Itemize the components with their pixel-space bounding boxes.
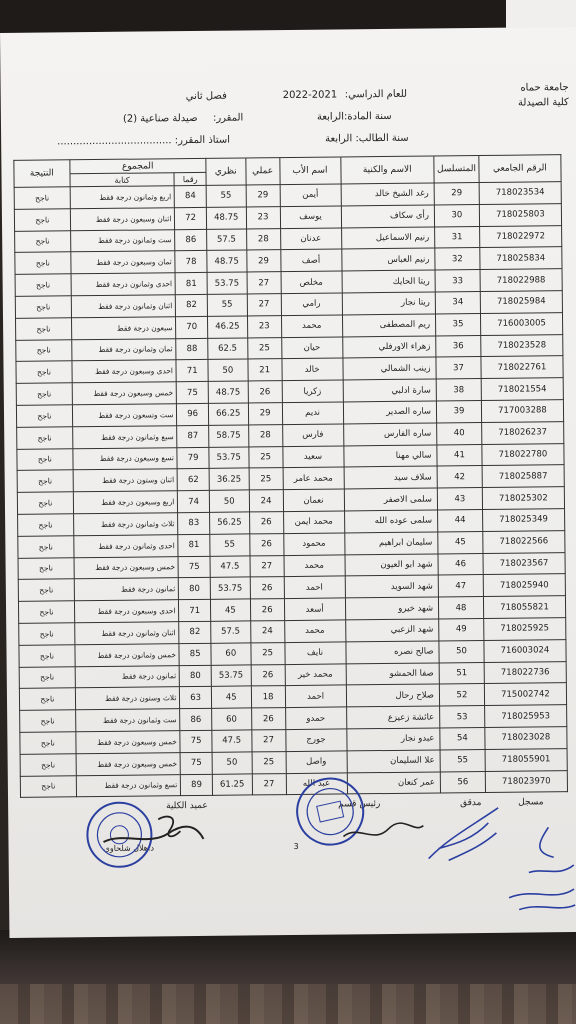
grade-sheet-page xyxy=(0,27,576,938)
cell-result: ناجح xyxy=(16,318,72,340)
cell-seq: 45 xyxy=(438,531,483,553)
cell-total: 96 xyxy=(177,403,209,425)
cell-total: 81 xyxy=(178,534,210,556)
cell-total-words: ثمانون درجة فقط xyxy=(74,578,179,601)
cell-seq: 39 xyxy=(436,400,481,422)
cell-father: واصل xyxy=(286,751,347,773)
cell-result: ناجح xyxy=(17,492,73,514)
cell-total: 71 xyxy=(176,360,208,382)
cell-total: 88 xyxy=(176,338,208,360)
cell-id: 718023028 xyxy=(485,727,567,750)
cell-practical: 29 xyxy=(246,185,280,207)
cell-result: ناجح xyxy=(19,688,75,710)
cell-name: علا السليمان xyxy=(347,750,441,773)
cell-id: 718055821 xyxy=(483,596,565,619)
cell-total-words: تسع وسبعون درجة فقط xyxy=(73,447,178,470)
grades-table xyxy=(13,154,568,798)
cell-theory: 55 xyxy=(206,185,246,207)
col-header-father: اسم الأب xyxy=(279,157,340,185)
cell-total-words: خمس وسبعون درجة فقط xyxy=(76,752,181,775)
cell-theory: 50 xyxy=(212,752,252,774)
cell-total: 87 xyxy=(177,425,209,447)
cell-id: 718025925 xyxy=(484,618,566,641)
cell-result: ناجح xyxy=(15,296,71,318)
cell-id: 715002742 xyxy=(484,683,566,706)
cell-seq: 52 xyxy=(439,684,484,706)
cell-total-words: احدى وثمانون درجة فقط xyxy=(71,273,176,296)
cell-theory: 53.75 xyxy=(211,664,251,686)
cell-seq: 49 xyxy=(439,618,484,640)
cell-result: ناجح xyxy=(20,710,76,732)
cell-id: 718022566 xyxy=(483,530,565,553)
cell-id: 718025803 xyxy=(479,203,561,226)
cell-id: 717003288 xyxy=(481,400,563,423)
cell-name: سالي مهنا xyxy=(343,445,437,468)
academic-year-label: للعام الدراسي: xyxy=(344,88,408,101)
cell-result: ناجح xyxy=(16,361,72,383)
cell-seq: 43 xyxy=(437,488,482,510)
cell-seq: 33 xyxy=(435,270,480,292)
cell-seq: 37 xyxy=(436,357,481,379)
cell-seq: 40 xyxy=(437,422,482,444)
cell-theory: 55 xyxy=(210,534,250,556)
cell-name: عمر كنعان xyxy=(347,771,441,794)
cell-id: 718026237 xyxy=(482,421,564,444)
cell-total: 75 xyxy=(178,556,210,578)
cell-name: ساره الصدير xyxy=(343,401,437,424)
cell-theory: 66.25 xyxy=(208,403,248,425)
cell-practical: 24 xyxy=(250,621,284,643)
cell-name: عائشة زعيزع xyxy=(346,706,440,729)
cell-practical: 26 xyxy=(249,533,283,555)
cell-father: محمد ايمن xyxy=(283,511,344,533)
cell-total: 71 xyxy=(179,599,211,621)
cell-father: مخلص xyxy=(281,271,342,293)
cell-result: ناجح xyxy=(18,601,74,623)
cell-result: ناجح xyxy=(16,405,72,427)
cell-practical: 25 xyxy=(251,642,285,664)
cell-theory: 58.75 xyxy=(209,425,249,447)
cell-theory: 48.75 xyxy=(206,207,246,229)
professor-line: استاذ المقرر: .................................... xyxy=(57,134,231,148)
cell-total: 81 xyxy=(175,273,207,295)
cell-practical: 26 xyxy=(251,708,285,730)
cell-practical: 18 xyxy=(251,686,285,708)
cell-total-words: ست وثمانون درجة فقط xyxy=(70,229,175,252)
cell-practical: 27 xyxy=(251,729,285,751)
cell-result: ناجح xyxy=(15,230,71,252)
cell-father: احمد xyxy=(285,685,346,707)
cell-id: 718025984 xyxy=(480,291,562,314)
cell-total: 78 xyxy=(175,251,207,273)
cell-father: سعيد xyxy=(282,446,343,468)
cell-result: ناجح xyxy=(18,514,74,536)
cell-id: 718023970 xyxy=(485,770,567,793)
cell-name: زينب الشمالي xyxy=(342,357,436,380)
cell-result: ناجح xyxy=(14,187,70,209)
dean-label: عميد الكلية xyxy=(166,800,208,812)
cell-total-words: ثمانون درجة فقط xyxy=(75,665,180,688)
cell-total: 80 xyxy=(180,665,212,687)
cell-result: ناجح xyxy=(20,775,76,797)
cell-id: 718022780 xyxy=(482,443,564,466)
cell-id: 716003024 xyxy=(484,639,566,662)
cell-practical: 29 xyxy=(248,403,282,425)
cell-result: ناجح xyxy=(19,623,75,645)
cell-seq: 53 xyxy=(440,706,485,728)
cell-total-words: ست وتسعون درجة فقط xyxy=(72,404,177,427)
academic-year: 2022-2021 xyxy=(282,89,338,102)
cell-total-words: اثنان وستون درجة فقط xyxy=(73,469,178,492)
cell-theory: 47.5 xyxy=(210,555,250,577)
cell-total-words: ثمان وثمانون درجة فقط xyxy=(71,338,176,361)
cell-father: محمد عامر xyxy=(283,467,344,489)
cell-total: 75 xyxy=(180,752,212,774)
cell-seq: 35 xyxy=(435,313,480,335)
cell-total-words: تسع وثمانون درجة فقط xyxy=(76,774,181,797)
cell-total-words: خمس وسبعون درجة فقط xyxy=(76,731,181,754)
cell-total: 74 xyxy=(178,491,210,513)
cell-theory: 53.75 xyxy=(210,577,250,599)
cell-total-words: خمس وسبعون درجة فقط xyxy=(72,382,177,405)
cell-father: يوسف xyxy=(280,206,341,228)
cell-id: 718022972 xyxy=(479,225,561,248)
cell-id: 718025834 xyxy=(480,247,562,270)
cell-practical: 23 xyxy=(247,315,281,337)
cell-total-words: اثنان وسبعون درجة فقط xyxy=(70,207,175,230)
dean-signature xyxy=(98,811,209,862)
cell-practical: 27 xyxy=(252,773,286,795)
cell-theory: 45 xyxy=(210,599,250,621)
cell-total-words: احدى وثمانون درجة فقط xyxy=(74,534,179,557)
cell-father: احمد xyxy=(284,576,345,598)
cell-id: 718022736 xyxy=(484,661,566,684)
cell-total-words: خمس وسبعون درجة فقط xyxy=(74,556,179,579)
cell-seq: 34 xyxy=(435,291,480,313)
cell-result: ناجح xyxy=(18,579,74,601)
cell-seq: 56 xyxy=(440,771,485,793)
page-number: 3 xyxy=(293,841,299,851)
col-header-seq: المتسلسل xyxy=(434,156,479,183)
cell-id: 718023528 xyxy=(481,334,563,357)
cell-total: 80 xyxy=(179,578,211,600)
cell-result: ناجح xyxy=(20,753,76,775)
cell-name: رغد الشيخ خالد xyxy=(341,183,435,206)
cell-father: جورج xyxy=(285,729,346,751)
cell-practical: 25 xyxy=(252,751,286,773)
cell-father: نعمان xyxy=(283,489,344,511)
cell-father: حمدو xyxy=(285,707,346,729)
cell-father: فارس xyxy=(282,424,343,446)
cell-theory: 60 xyxy=(212,708,252,730)
cell-total: 62 xyxy=(177,469,209,491)
cell-theory: 60 xyxy=(211,643,251,665)
cell-id: 718025349 xyxy=(482,509,564,532)
cell-id: 718025887 xyxy=(482,465,564,488)
cell-name: سارة ادلبي xyxy=(343,379,437,402)
cell-theory: 61.25 xyxy=(212,773,252,795)
cell-seq: 50 xyxy=(439,640,484,662)
cell-total-words: سبع وثمانون درجة فقط xyxy=(72,425,177,448)
cell-practical: 26 xyxy=(250,577,284,599)
cell-result: ناجح xyxy=(15,252,71,274)
cell-father: محمود xyxy=(283,533,344,555)
cell-total: 63 xyxy=(180,687,212,709)
cell-seq: 32 xyxy=(435,248,480,270)
cell-theory: 36.25 xyxy=(209,468,249,490)
cell-name: سلاف سيد xyxy=(344,466,438,489)
cell-name: رنيم الاسماعيل xyxy=(341,227,435,250)
cell-practical: 28 xyxy=(246,228,280,250)
cell-name: سليمان ابراهيم xyxy=(344,532,438,555)
cell-theory: 62.5 xyxy=(208,338,248,360)
cell-theory: 47.5 xyxy=(212,730,252,752)
cell-total-words: احدى وسبعون درجة فقط xyxy=(72,360,177,383)
cell-total-words: ثلاث وستون درجة فقط xyxy=(75,687,180,710)
cell-seq: 29 xyxy=(434,183,479,205)
recorder-signature xyxy=(478,817,576,918)
cell-id: 718025940 xyxy=(483,574,565,597)
cell-result: ناجح xyxy=(19,645,75,667)
cell-id: 716003005 xyxy=(480,312,562,335)
cell-theory: 48.75 xyxy=(208,381,248,403)
cell-total-words: ثمان وسبعون درجة فقط xyxy=(71,251,176,274)
cell-practical: 21 xyxy=(248,359,282,381)
cell-result: ناجح xyxy=(19,666,75,688)
cell-practical: 24 xyxy=(249,490,283,512)
cell-seq: 55 xyxy=(440,749,485,771)
cell-id: 718025953 xyxy=(484,705,566,728)
cell-theory: 53.75 xyxy=(209,446,249,468)
cell-result: ناجح xyxy=(18,536,74,558)
student-year: سنة الطالب: الرابعة xyxy=(325,132,409,145)
subject-year: سنة المادة:الرابعة xyxy=(316,110,392,123)
cell-seq: 54 xyxy=(440,727,485,749)
cell-total-words: ست وثمانون درجة فقط xyxy=(75,709,180,732)
recorder-label: مسجل xyxy=(518,797,544,808)
cell-result: ناجح xyxy=(17,448,73,470)
cell-total-words: سبعون درجة فقط xyxy=(71,316,176,339)
cell-id: 718023534 xyxy=(479,182,561,205)
cell-total: 82 xyxy=(176,294,208,316)
cell-practical: 26 xyxy=(250,599,284,621)
floor-background xyxy=(0,930,576,1024)
cell-name: رأى سكاف xyxy=(341,205,435,228)
cell-total: 75 xyxy=(180,730,212,752)
cell-practical: 27 xyxy=(250,555,284,577)
cell-total-words: اثنان وثمانون درجة فقط xyxy=(71,295,176,318)
cell-practical: 27 xyxy=(247,294,281,316)
cell-name: صفا الحمشو xyxy=(346,662,440,685)
cell-total: 89 xyxy=(181,774,213,796)
cell-name: شهد خيرو xyxy=(345,597,439,620)
cell-id: 718022988 xyxy=(480,269,562,292)
dept-head-signature xyxy=(338,814,428,855)
cell-theory: 56.25 xyxy=(209,512,249,534)
cell-father: محمد خير xyxy=(285,663,346,685)
col-header-theory: نظري xyxy=(206,158,246,185)
cell-total: 85 xyxy=(179,643,211,665)
cell-id: 718025302 xyxy=(482,487,564,510)
cell-total-words: ثلاث وثمانون درجة فقط xyxy=(73,513,178,536)
cell-theory: 50 xyxy=(209,490,249,512)
cell-name: شهد السويد xyxy=(345,575,439,598)
cell-theory: 46.25 xyxy=(207,316,247,338)
cell-seq: 30 xyxy=(434,204,479,226)
cell-result: ناجح xyxy=(17,470,73,492)
cell-total: 83 xyxy=(178,512,210,534)
cell-total-words: اثنان وثمانون درجة فقط xyxy=(74,622,179,645)
cell-father: زكريا xyxy=(282,380,343,402)
cell-name: رنيم العباس xyxy=(341,248,435,271)
cell-father: أيمن xyxy=(280,184,341,206)
cell-theory: 48.75 xyxy=(207,250,247,272)
cell-practical: 27 xyxy=(247,272,281,294)
cell-name: ريم المصطفى xyxy=(342,314,436,337)
cell-seq: 46 xyxy=(438,553,483,575)
cell-practical: 26 xyxy=(248,381,282,403)
cell-total: 72 xyxy=(175,207,207,229)
cell-practical: 25 xyxy=(247,337,281,359)
cell-practical: 25 xyxy=(249,468,283,490)
col-header-name: الاسم والكنية xyxy=(340,156,434,184)
cell-name: ريتا الحايك xyxy=(342,270,436,293)
cell-father: خالد xyxy=(282,358,343,380)
cell-name: ساره الفارس xyxy=(343,423,437,446)
course-label: المقرر: xyxy=(212,112,244,124)
cell-name: شهد ابو العيون xyxy=(345,554,439,577)
cell-total-words: احدى وسبعون درجة فقط xyxy=(74,600,179,623)
cell-father: عبد الله xyxy=(286,772,347,794)
cell-practical: 23 xyxy=(246,206,280,228)
cell-total: 75 xyxy=(177,382,209,404)
cell-father: محمد xyxy=(281,315,342,337)
cell-father: محمد xyxy=(284,554,345,576)
cell-total: 82 xyxy=(179,621,211,643)
dept-head-label: رئيس قسم xyxy=(338,799,381,810)
cell-father: أسعد xyxy=(284,598,345,620)
cell-seq: 48 xyxy=(438,597,483,619)
cell-name: سلمى الاصفر xyxy=(344,488,438,511)
semester: فصل ثاني xyxy=(185,90,227,103)
cell-father: عدنان xyxy=(280,228,341,250)
cell-seq: 38 xyxy=(436,379,481,401)
cell-total-words: خمس وثمانون درجة فقط xyxy=(75,643,180,666)
cell-id: 718022761 xyxy=(481,356,563,379)
cell-theory: 57.5 xyxy=(207,229,247,251)
cell-name: عبدو نجار xyxy=(346,728,440,751)
cell-name: زهراء الاورفلي xyxy=(342,336,436,359)
cell-result: ناجح xyxy=(18,557,74,579)
col-header-id: الرقم الجامعي xyxy=(479,155,561,183)
auditor-label: مدقق xyxy=(460,798,482,809)
cell-practical: 25 xyxy=(248,446,282,468)
cell-seq: 36 xyxy=(436,335,481,357)
cell-practical: 28 xyxy=(248,424,282,446)
cell-result: ناجح xyxy=(17,427,73,449)
cell-total: 79 xyxy=(177,447,209,469)
cell-id: 718021554 xyxy=(481,378,563,401)
cell-theory: 45 xyxy=(211,686,251,708)
col-header-practical: عملي xyxy=(245,158,279,185)
cell-theory: 57.5 xyxy=(211,621,251,643)
university-name: جامعة حماه xyxy=(520,82,569,94)
cell-father: رامي xyxy=(281,293,342,315)
cell-total: 84 xyxy=(175,185,207,207)
cell-theory: 55 xyxy=(207,294,247,316)
cell-seq: 51 xyxy=(439,662,484,684)
cell-practical: 29 xyxy=(246,250,280,272)
cell-name: صالح نصره xyxy=(345,641,439,664)
cell-result: ناجح xyxy=(16,339,72,361)
cell-seq: 31 xyxy=(435,226,480,248)
cell-name: ريتا نجار xyxy=(342,292,436,315)
cell-theory: 53.75 xyxy=(207,272,247,294)
cell-father: نديم xyxy=(282,402,343,424)
dean-name: د.هلال شلحاوي xyxy=(103,843,155,853)
col-header-result: النتيجة xyxy=(14,160,70,188)
cell-theory: 50 xyxy=(208,359,248,381)
cell-name: صلاح رحال xyxy=(346,684,440,707)
cell-seq: 41 xyxy=(437,444,482,466)
cell-seq: 44 xyxy=(438,509,483,531)
cell-result: ناجح xyxy=(14,209,70,231)
cell-id: 718023567 xyxy=(483,552,565,575)
cell-practical: 26 xyxy=(249,512,283,534)
cell-name: سلمى عوده الله xyxy=(344,510,438,533)
cell-total-words: اربع وثمانون درجة فقط xyxy=(70,186,175,209)
cell-father: حيان xyxy=(281,337,342,359)
col-header-total-digits: رقما xyxy=(174,172,206,185)
cell-seq: 42 xyxy=(437,466,482,488)
col-header-total: المجموع xyxy=(70,158,206,173)
cell-result: ناجح xyxy=(16,383,72,405)
cell-father: أصف xyxy=(280,249,341,271)
col-header-total-words: كتابة xyxy=(70,173,175,187)
cell-result: ناجح xyxy=(15,274,71,296)
cell-total: 86 xyxy=(175,229,207,251)
cell-seq: 47 xyxy=(438,575,483,597)
cell-id: 718055901 xyxy=(485,748,567,771)
cell-total-words: اربع وسبعون درجة فقط xyxy=(73,491,178,514)
cell-total: 86 xyxy=(180,708,212,730)
faculty-name: كلية الصيدلة xyxy=(517,97,569,109)
cell-total: 70 xyxy=(176,316,208,338)
cell-father: نايف xyxy=(285,642,346,664)
cell-father: محمد xyxy=(284,620,345,642)
course-name: صيدلة صناعية (2) xyxy=(122,112,198,125)
cell-practical: 26 xyxy=(251,664,285,686)
cell-result: ناجح xyxy=(20,732,76,754)
cell-name: شهد الزعبي xyxy=(345,619,439,642)
